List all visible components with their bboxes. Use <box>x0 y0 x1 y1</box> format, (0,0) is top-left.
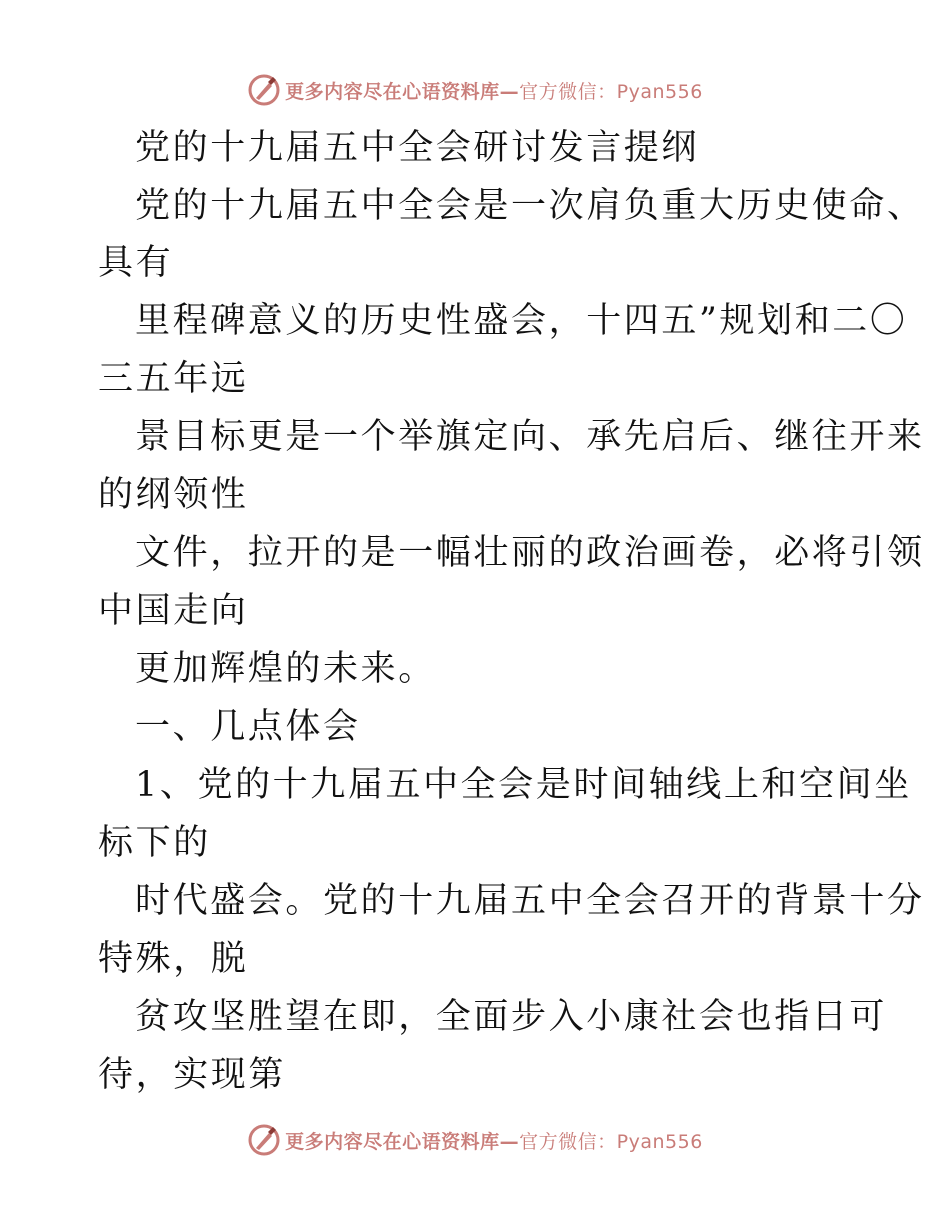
paragraph-line: 的纲领性 <box>98 475 249 515</box>
paragraph-line: 具有 <box>98 243 174 283</box>
header-wechat-text: 官方微信：Pyan556 <box>519 80 703 103</box>
footer-wechat-text: 官方微信：Pyan556 <box>519 1130 703 1153</box>
header-banner-dash: — <box>499 80 520 103</box>
paragraph-line: 1、党的十九届五中全会是时间轴线上和空间坐 <box>135 765 912 805</box>
paragraph-line: 时代盛会。党的十九届五中全会召开的背景十分 <box>135 881 925 921</box>
paragraph-line: 里程碑意义的历史性盛会，十四五”规划和二〇 <box>135 301 908 341</box>
header-banner-title: 更多内容尽在心语资料库 <box>285 80 500 103</box>
document-title: 党的十九届五中全会研讨发言提纲 <box>135 128 700 168</box>
paragraph-line: 特殊，脱 <box>98 939 249 979</box>
paragraph-line: 待，实现第 <box>98 1055 287 1095</box>
header-banner-text <box>285 77 703 104</box>
paragraph-line: 文件，拉开的是一幅壮丽的政治画卷，必将引领 <box>135 533 925 573</box>
paragraph-line: 中国走向 <box>98 591 249 631</box>
footer-banner-dash: — <box>499 1130 520 1153</box>
footer-banner-text <box>285 1127 703 1154</box>
pen-logo-icon <box>247 1123 281 1157</box>
paragraph-line: 更加辉煌的未来。 <box>135 649 436 689</box>
paragraph-line: 景目标更是一个举旗定向、承先启后、继往开来 <box>135 417 925 457</box>
pen-logo-icon <box>247 73 281 107</box>
paragraph-line: 三五年远 <box>98 359 249 399</box>
paragraph-line: 贫攻坚胜望在即，全面步入小康社会也指日可 <box>135 997 888 1037</box>
section-heading: 一、几点体会 <box>135 707 361 747</box>
footer-banner-title: 更多内容尽在心语资料库 <box>285 1130 500 1153</box>
paragraph-line: 党的十九届五中全会是一次肩负重大历史使命、 <box>135 186 925 226</box>
header-banner <box>0 68 950 112</box>
footer-banner <box>0 1118 950 1162</box>
paragraph-line: 标下的 <box>98 823 211 863</box>
